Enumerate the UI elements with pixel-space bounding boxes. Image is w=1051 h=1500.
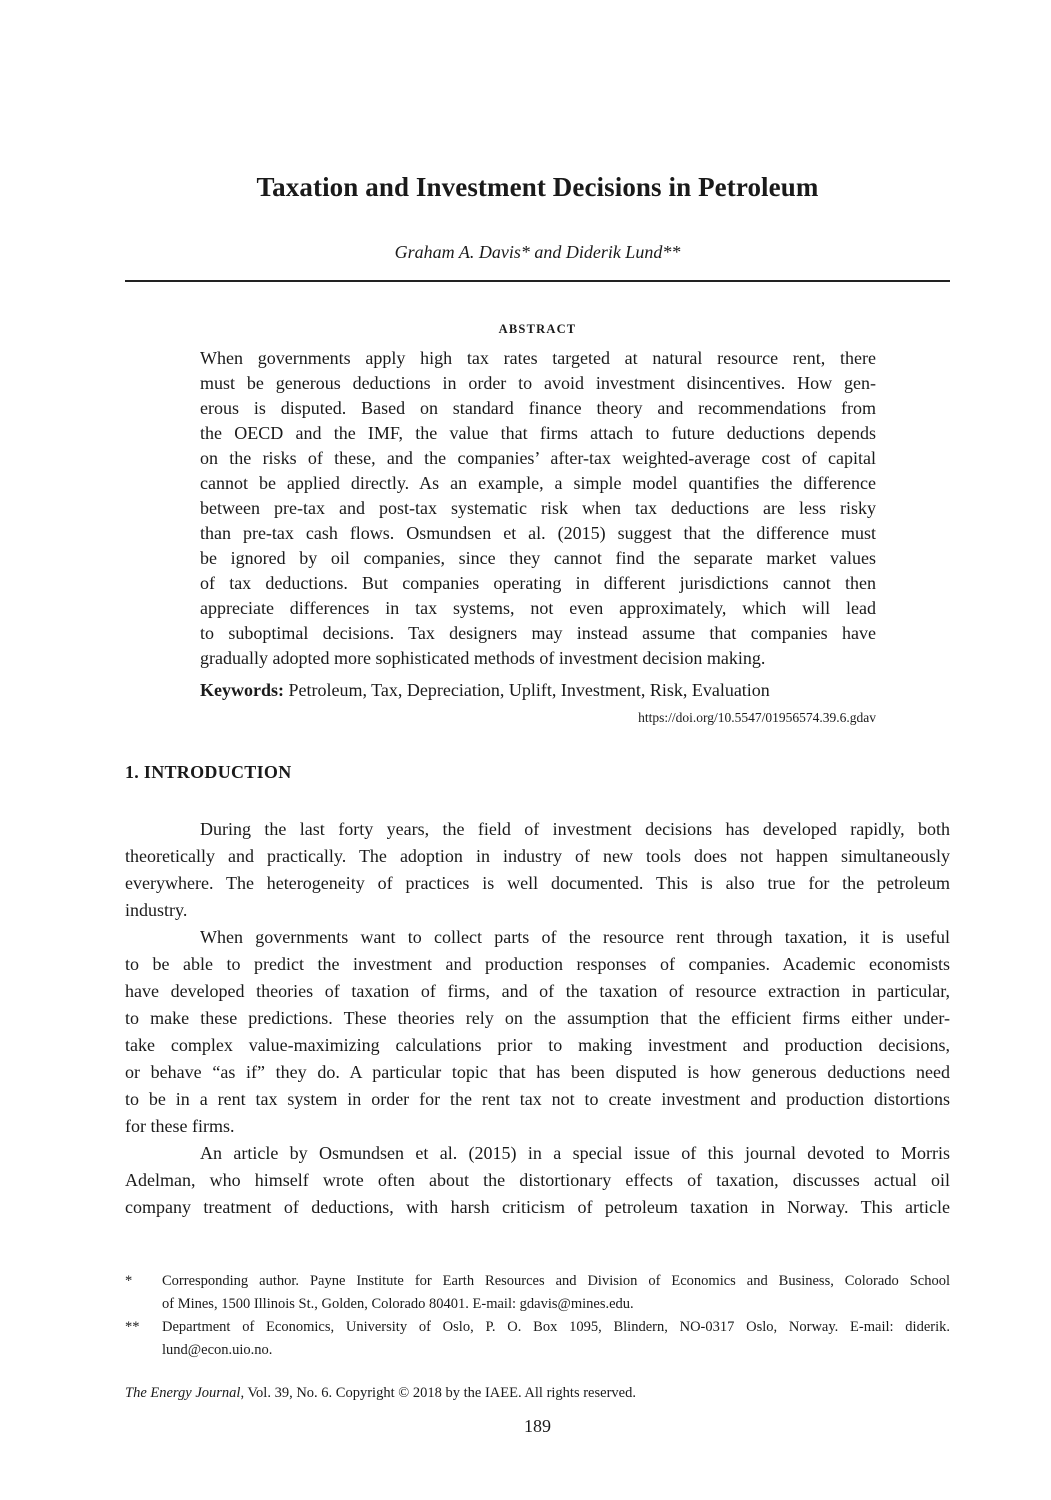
body-line: to be able to predict the investment and production responses of companies. Academic economists [125,954,950,974]
abstract-line: the OECD and the IMF, the value that firms attach to future deductions depends [200,423,876,443]
footnote-second-author [125,1316,950,1362]
author-line: Graham A. Davis* and Diderik Lund** [394,242,681,262]
abstract-line: gradually adopted more sophisticated methods of investment decision making. [200,648,766,668]
body-line: During the last forty years, the field of investment decisions has developed rapidly, both [200,819,950,839]
body-line: or behave “as if” they do. A particular topic that has been disputed is how generous deductions need [125,1062,950,1082]
footnote-line: Corresponding author. Payne Institute for Earth Resources and Division of Economics and Business, Colorado School [162,1273,950,1289]
abstract-line: appreciate differences in tax systems, not even approximately, which will lead [200,598,876,618]
footnote-corresponding-author [125,1270,950,1316]
header-divider [125,280,950,282]
body-line: have developed theories of taxation of firms, and of the taxation of resource extraction in particular, [125,981,950,1001]
body-line: Adelman, who himself wrote often about the distortionary effects of taxation, discusses actual oil [125,1170,950,1190]
doi-link[interactable]: https://doi.org/10.5547/01956574.39.6.gdav [638,710,876,725]
abstract-line: of tax deductions. But companies operating in different jurisdictions cannot then [200,573,876,593]
journal-details: , Vol. 39, No. 6. Copyright © 2018 by the IAEE. All rights reserved. [240,1385,636,1401]
abstract-line: must be generous deductions in order to avoid investment disincentives. How gen- [200,373,876,393]
body-line: everywhere. The heterogeneity of practices is well documented. This is also true for the petroleum [125,873,950,893]
footnote-line: Department of Economics, University of Oslo, P. O. Box 1095, Blindern, NO-0317 Oslo, Norway. E-mail: diderik. [162,1319,950,1335]
abstract-line: When governments apply high tax rates targeted at natural resource rent, there [200,348,876,368]
footnotes [125,1270,950,1362]
body-line: theoretically and practically. The adoption in industry of new tools does not happen simultaneously [125,846,950,866]
footnote-mark: * [125,1273,133,1289]
introduction-body [125,816,950,1221]
footnote-line: of Mines, 1500 Illinois St., Golden, Colorado 80401. E-mail: gdavis@mines.edu. [162,1296,634,1312]
abstract-body [200,346,876,671]
body-line: When governments want to collect parts of the resource rent through taxation, it is useful [200,927,950,947]
body-line: company treatment of deductions, with harsh criticism of petroleum taxation in Norway. This article [125,1197,950,1217]
abstract-line: be ignored by oil companies, since they cannot find the separate market values [200,548,876,568]
keywords-label: Keywords: [200,680,284,700]
abstract-line: than pre-tax cash flows. Osmundsen et al. (2015) suggest that the difference must [200,523,876,543]
abstract-line: to suboptimal decisions. Tax designers may instead assume that companies have [200,623,876,643]
journal-name: The Energy Journal [125,1385,241,1401]
footnote-mark: ** [125,1319,140,1335]
abstract-line: on the risks of these, and the companies’ after-tax weighted-average cost of capital [200,448,876,468]
keywords-list: Petroleum, Tax, Depreciation, Uplift, Investment, Risk, Evaluation [284,680,770,700]
body-line: for these firms. [125,1116,235,1136]
body-line: to make these predictions. These theories rely on the assumption that the efficient firms either under- [125,1008,950,1028]
abstract-line: between pre-tax and post-tax systematic risk when tax deductions are less risky [200,498,876,518]
journal-citation [125,1385,636,1402]
footnote-line: lund@econ.uio.no. [162,1342,273,1358]
body-line: industry. [125,900,188,920]
paper-title: Taxation and Investment Decisions in Petroleum [256,172,819,202]
body-line: take complex value-maximizing calculations prior to making investment and production decisions, [125,1035,950,1055]
body-line: An article by Osmundsen et al. (2015) in a special issue of this journal devoted to Morris [200,1143,950,1163]
page-number: 189 [524,1416,551,1436]
keywords-line [200,678,876,703]
section-heading-introduction: 1. INTRODUCTION [125,762,292,782]
abstract-heading: ABSTRACT [498,322,577,336]
body-line: to be in a rent tax system in order for the rent tax not to create investment and production distortions [125,1089,950,1109]
abstract-line: erous is disputed. Based on standard finance theory and recommendations from [200,398,876,418]
abstract-line: cannot be applied directly. As an example, a simple model quantifies the difference [200,473,876,493]
